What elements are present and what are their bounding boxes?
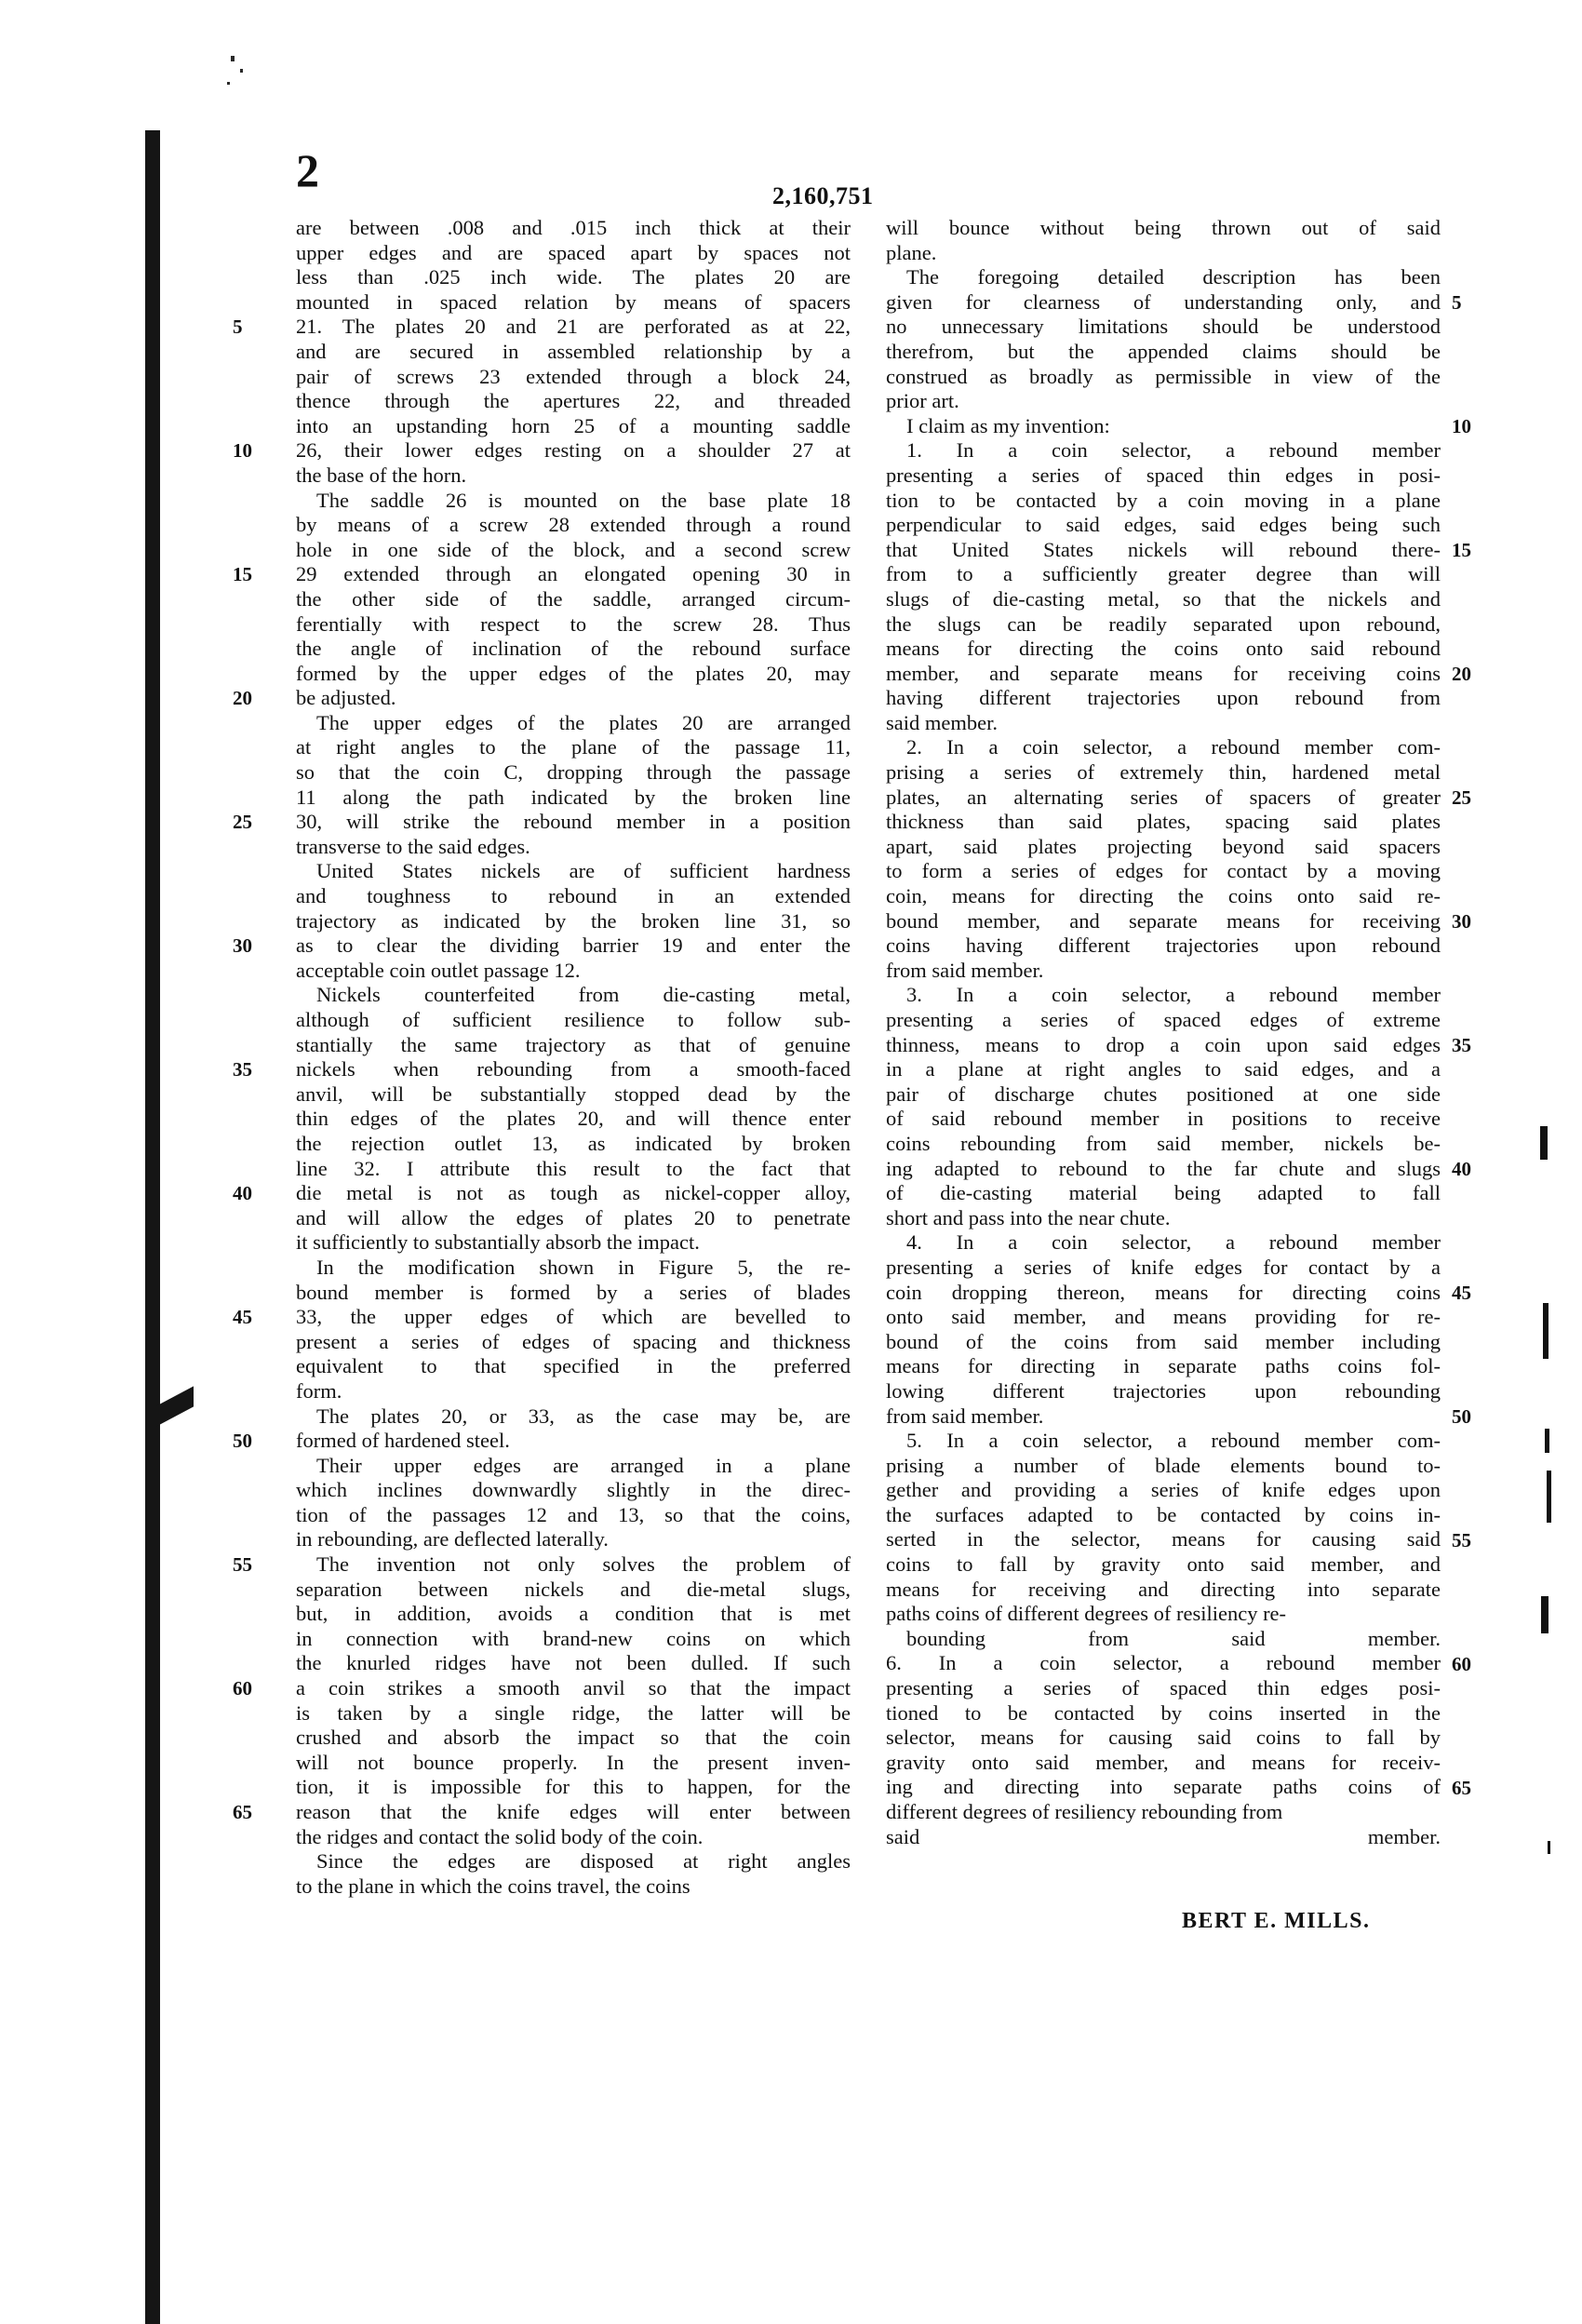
line-number: 5 — [1452, 290, 1462, 314]
scan-edge-mark — [1548, 1841, 1550, 1854]
text-line: member, and separate means for receiving coins — [886, 661, 1441, 685]
text-line: Nickels counterfeited from die-casting metal, — [316, 983, 851, 1007]
text-line: coin dropping thereon, means for directing coins — [886, 1280, 1441, 1304]
text-line: the rejection outlet 13, as indicated by broken — [296, 1131, 851, 1155]
line-number: 25 — [233, 811, 252, 834]
text-line: The foregoing detailed description has been — [906, 265, 1441, 289]
patent-number: 2,160,751 — [772, 182, 874, 209]
right-text-column — [886, 216, 1441, 1849]
text-line: although of sufficient resilience to follow sub- — [296, 1008, 851, 1031]
text-line: bound member is formed by a series of blades — [296, 1280, 851, 1304]
text-line: transverse to the said edges. — [296, 834, 530, 858]
text-line: that United States nickels will rebound there- — [886, 537, 1441, 561]
line-number: 20 — [233, 687, 252, 710]
text-line: the angle of inclination of the rebound surface — [296, 637, 851, 661]
text-line: serted in the selector, means for causing said — [886, 1527, 1441, 1552]
line-number: 5 — [233, 316, 243, 339]
line-number: 45 — [1452, 1281, 1471, 1304]
text-line: upper edges and are spaced apart by spaces not — [296, 240, 851, 264]
text-line: given for clearness of understanding only, and — [886, 289, 1441, 314]
text-line: formed of hardened steel. — [296, 1429, 510, 1453]
text-line: thickness than said plates, spacing said plates — [886, 810, 1441, 834]
text-line: to form a series of edges for contact by a moving — [886, 859, 1441, 883]
text-line: line 32. I attribute this result to the fact that — [296, 1156, 851, 1180]
text-line: it sufficiently to substantially absorb the impact. — [296, 1230, 700, 1255]
scan-binding-edge — [145, 130, 160, 2324]
text-line: In the modification shown in Figure 5, the re- — [316, 1255, 851, 1279]
text-line: from to a sufficiently greater degree than will — [886, 562, 1441, 586]
line-number: 30 — [233, 934, 252, 958]
line-number: 55 — [1452, 1528, 1471, 1552]
text-line: of said rebound member in positions to receive — [886, 1107, 1441, 1131]
scan-edge-mark — [1545, 1429, 1549, 1453]
scan-edge-mark — [1547, 1471, 1551, 1523]
text-line: and are secured in assembled relationship by a — [296, 339, 851, 363]
text-line: the knurled ridges have not been dulled. If such — [296, 1651, 851, 1675]
text-line: The saddle 26 is mounted on the base plate 18 — [316, 488, 851, 512]
text-line: the slugs can be readily separated upon rebound, — [886, 611, 1441, 636]
line-number: 35 — [1452, 1033, 1471, 1056]
text-line: said member. — [886, 1824, 1441, 1848]
text-line: The upper edges of the plates 20 are arranged — [316, 710, 851, 734]
line-number: 10 — [233, 439, 252, 463]
scan-speck — [227, 82, 230, 85]
text-line: will bounce without being thrown out of said — [886, 216, 1441, 239]
text-line: gether and providing a series of knife edges upon — [886, 1478, 1441, 1502]
text-line: 29 extended through an elongated opening 30 in — [296, 562, 851, 586]
text-line: is taken by a single ridge, the latter will be — [296, 1700, 851, 1725]
text-line: presenting a series of knife edges for contact by a — [886, 1255, 1441, 1279]
text-line: a coin strikes a smooth anvil so that the impact — [296, 1676, 851, 1700]
text-line: prising a number of blade elements bound to- — [886, 1453, 1441, 1477]
page-number: 2 — [296, 144, 319, 196]
text-line: means for receiving and directing into separate — [886, 1577, 1441, 1601]
text-line: no unnecessary limitations should be understood — [886, 315, 1441, 339]
line-number: 65 — [233, 1801, 252, 1824]
text-line: present a series of edges of spacing and thickness — [296, 1329, 851, 1353]
text-line: said member. — [886, 710, 998, 734]
text-line: thin edges of the plates 20, and will thence enter — [296, 1107, 851, 1131]
line-number: 40 — [1452, 1157, 1471, 1180]
scan-speck — [231, 56, 235, 61]
text-line: and will allow the edges of plates 20 to penetrate — [296, 1205, 851, 1229]
text-line: but, in addition, avoids a condition that is met — [296, 1602, 851, 1626]
text-line: stantially the same trajectory as that of genuine — [296, 1032, 851, 1056]
text-line: of die-casting material being adapted to fall — [886, 1181, 1441, 1205]
text-line: the base of the horn. — [296, 463, 467, 487]
text-line: thinness, means to drop a coin upon said edges — [886, 1032, 1441, 1056]
text-line: in a plane at right angles to said edges, and a — [886, 1057, 1441, 1081]
text-line: mounted in spaced relation by means of spacers — [296, 289, 851, 314]
text-line: Their upper edges are arranged in a plane — [316, 1453, 851, 1477]
text-line: bounding from said member. — [906, 1626, 1441, 1650]
line-number: 50 — [233, 1430, 252, 1453]
text-line: tion, it is impossible for this to happen, for the — [296, 1775, 851, 1799]
line-number: 45 — [233, 1306, 252, 1329]
text-line: reason that the knife edges will enter between — [296, 1800, 851, 1823]
text-line: different degrees of resiliency rebounding from — [886, 1800, 1283, 1823]
text-line: tioned to be contacted by coins inserted in the — [886, 1700, 1441, 1725]
text-line: and toughness to rebound in an extended — [296, 884, 851, 908]
text-line: apart, said plates projecting beyond said spacers — [886, 834, 1441, 858]
text-line: to the plane in which the coins travel, the coins — [296, 1874, 690, 1898]
text-line: coin, means for directing the coins onto said re- — [886, 884, 1441, 908]
text-line: 21. The plates 20 and 21 are perforated as at 22, — [296, 315, 851, 339]
text-line: presenting a series of spaced edges of extreme — [886, 1008, 1441, 1031]
text-line: pair of discharge chutes positioned at one side — [886, 1081, 1441, 1106]
scan-edge-mark — [1541, 1596, 1548, 1633]
line-number: 35 — [233, 1058, 252, 1081]
text-line: The invention not only solves the problem of — [316, 1552, 851, 1577]
text-line: the other side of the saddle, arranged circum- — [296, 586, 851, 611]
line-number: 25 — [1452, 786, 1471, 809]
text-line: from said member. — [886, 958, 1044, 982]
text-line: slugs of die-casting metal, so that the nickels and — [886, 586, 1441, 611]
text-line: coins rebounding from said member, nickels be- — [886, 1131, 1441, 1155]
line-number: 50 — [1452, 1404, 1471, 1428]
text-line: tion of the passages 12 and 13, so that the coins, — [296, 1502, 851, 1526]
text-line: The plates 20, or 33, as the case may be, are — [316, 1404, 851, 1428]
text-line: tion to be contacted by a coin moving in a plane — [886, 488, 1441, 512]
text-line: which inclines downwardly slightly in the direc- — [296, 1478, 851, 1502]
text-line: United States nickels are of sufficient hardness — [316, 859, 851, 883]
text-line: at right angles to the plane of the passage 11, — [296, 735, 851, 759]
text-line: hole in one side of the block, and a second screw — [296, 537, 851, 561]
text-line: having different trajectories upon rebound from — [886, 686, 1441, 710]
text-line: the ridges and contact the solid body of the coin. — [296, 1824, 704, 1848]
text-line: I claim as my invention: — [906, 413, 1110, 437]
text-line: therefrom, but the appended claims should be — [886, 339, 1441, 363]
line-number: 65 — [1452, 1776, 1471, 1799]
scan-speck — [240, 69, 243, 73]
text-line: coins having different trajectories upon rebound — [886, 934, 1441, 958]
text-line: means for directing the coins onto said rebound — [886, 637, 1441, 661]
scan-edge-mark — [1543, 1303, 1548, 1359]
line-number: 20 — [1452, 662, 1471, 685]
text-line: plane. — [886, 240, 937, 264]
text-line: presenting a series of spaced thin edges in posi- — [886, 463, 1441, 487]
line-number: 40 — [233, 1182, 252, 1205]
line-number: 60 — [233, 1677, 252, 1700]
text-line: die metal is not as tough as nickel-copper alloy, — [296, 1181, 851, 1205]
text-line: 26, their lower edges resting on a shoulder 27 at — [296, 438, 851, 463]
text-line: crushed and absorb the impact so that the coin — [296, 1726, 851, 1750]
inventor-signature: BERT E. MILLS. — [1182, 1909, 1371, 1933]
text-line: separation between nickels and die-metal slugs, — [296, 1577, 851, 1601]
text-line: into an upstanding horn 25 of a mounting saddle — [296, 413, 851, 437]
text-line: bound member, and separate means for receiving — [886, 908, 1441, 933]
text-line: presenting a series of spaced thin edges posi- — [886, 1676, 1441, 1700]
text-line: coins to fall by gravity onto said member, and — [886, 1552, 1441, 1577]
text-line: in rebounding, are deflected laterally. — [296, 1527, 609, 1552]
text-line: pair of screws 23 extended through a block 24, — [296, 364, 851, 388]
text-line: gravity onto said member, and means for receiv- — [886, 1750, 1441, 1774]
text-line: be adjusted. — [296, 686, 396, 710]
text-line: ferentially with respect to the screw 28. Thus — [296, 611, 851, 636]
text-line: thence through the apertures 22, and threaded — [296, 389, 851, 413]
text-line: 4. In a coin selector, a rebound member — [906, 1230, 1441, 1255]
text-line: means for directing in separate paths coins fol- — [886, 1354, 1441, 1378]
text-line: equivalent to that specified in the preferred — [296, 1354, 851, 1378]
line-number: 55 — [233, 1553, 252, 1577]
text-line: prior art. — [886, 389, 959, 413]
text-line: from said member. — [886, 1404, 1044, 1428]
text-line: selector, means for causing said coins to fall by — [886, 1726, 1441, 1750]
line-number: 15 — [1452, 538, 1471, 561]
left-text-column — [296, 216, 851, 1899]
text-line: 6. In a coin selector, a rebound member — [886, 1651, 1441, 1675]
text-line: by means of a screw 28 extended through a round — [296, 513, 851, 537]
text-line: trajectory as indicated by the broken line 31, so — [296, 908, 851, 933]
text-line: prising a series of extremely thin, hardened metal — [886, 760, 1441, 785]
text-line: bound of the coins from said member including — [886, 1329, 1441, 1353]
scan-binding-edge-notch — [156, 1386, 194, 1426]
text-line: 2. In a coin selector, a rebound member com- — [906, 735, 1441, 759]
text-line: so that the coin C, dropping through the passage — [296, 760, 851, 785]
text-line: acceptable coin outlet passage 12. — [296, 958, 581, 982]
text-line: ing and directing into separate paths coins of — [886, 1775, 1441, 1799]
text-line: paths coins of different degrees of resiliency re- — [886, 1602, 1287, 1626]
text-line: construed as broadly as permissible in view of the — [886, 364, 1441, 388]
text-line: in connection with brand-new coins on which — [296, 1626, 851, 1650]
text-line: onto said member, and means providing for re- — [886, 1305, 1441, 1329]
text-line: nickels when rebounding from a smooth-faced — [296, 1057, 851, 1081]
text-line: lowing different trajectories upon rebounding — [886, 1378, 1441, 1403]
text-line: perpendicular to said edges, said edges being such — [886, 513, 1441, 537]
text-line: 3. In a coin selector, a rebound member — [906, 983, 1441, 1007]
text-line: the surfaces adapted to be contacted by coins in- — [886, 1502, 1441, 1526]
text-line: 1. In a coin selector, a rebound member — [906, 438, 1441, 463]
text-line: form. — [296, 1378, 342, 1403]
text-line: formed by the upper edges of the plates 20, may — [296, 661, 851, 685]
text-line: anvil, will be substantially stopped dead by the — [296, 1081, 851, 1106]
text-line: short and pass into the near chute. — [886, 1205, 1171, 1229]
line-number: 10 — [1452, 414, 1471, 437]
text-line: plates, an alternating series of spacers of greater — [886, 785, 1441, 809]
text-line: will not bounce properly. In the present inven- — [296, 1750, 851, 1774]
line-number: 30 — [1452, 909, 1471, 933]
text-line: 5. In a coin selector, a rebound member com- — [906, 1429, 1441, 1453]
text-line: ing adapted to rebound to the far chute and slugs — [886, 1156, 1441, 1180]
text-line: as to clear the dividing barrier 19 and enter the — [296, 934, 851, 958]
line-number: 15 — [233, 563, 252, 586]
text-line: 33, the upper edges of which are bevelled to — [296, 1305, 851, 1329]
scan-edge-mark — [1540, 1126, 1548, 1160]
text-line: 11 along the path indicated by the broken line — [296, 785, 851, 809]
text-line: less than .025 inch wide. The plates 20 are — [296, 265, 851, 289]
line-number: 60 — [1452, 1652, 1471, 1675]
text-line: are between .008 and .015 inch thick at their — [296, 216, 851, 239]
text-line: 30, will strike the rebound member in a position — [296, 810, 851, 834]
text-line: Since the edges are disposed at right angles — [316, 1849, 851, 1874]
